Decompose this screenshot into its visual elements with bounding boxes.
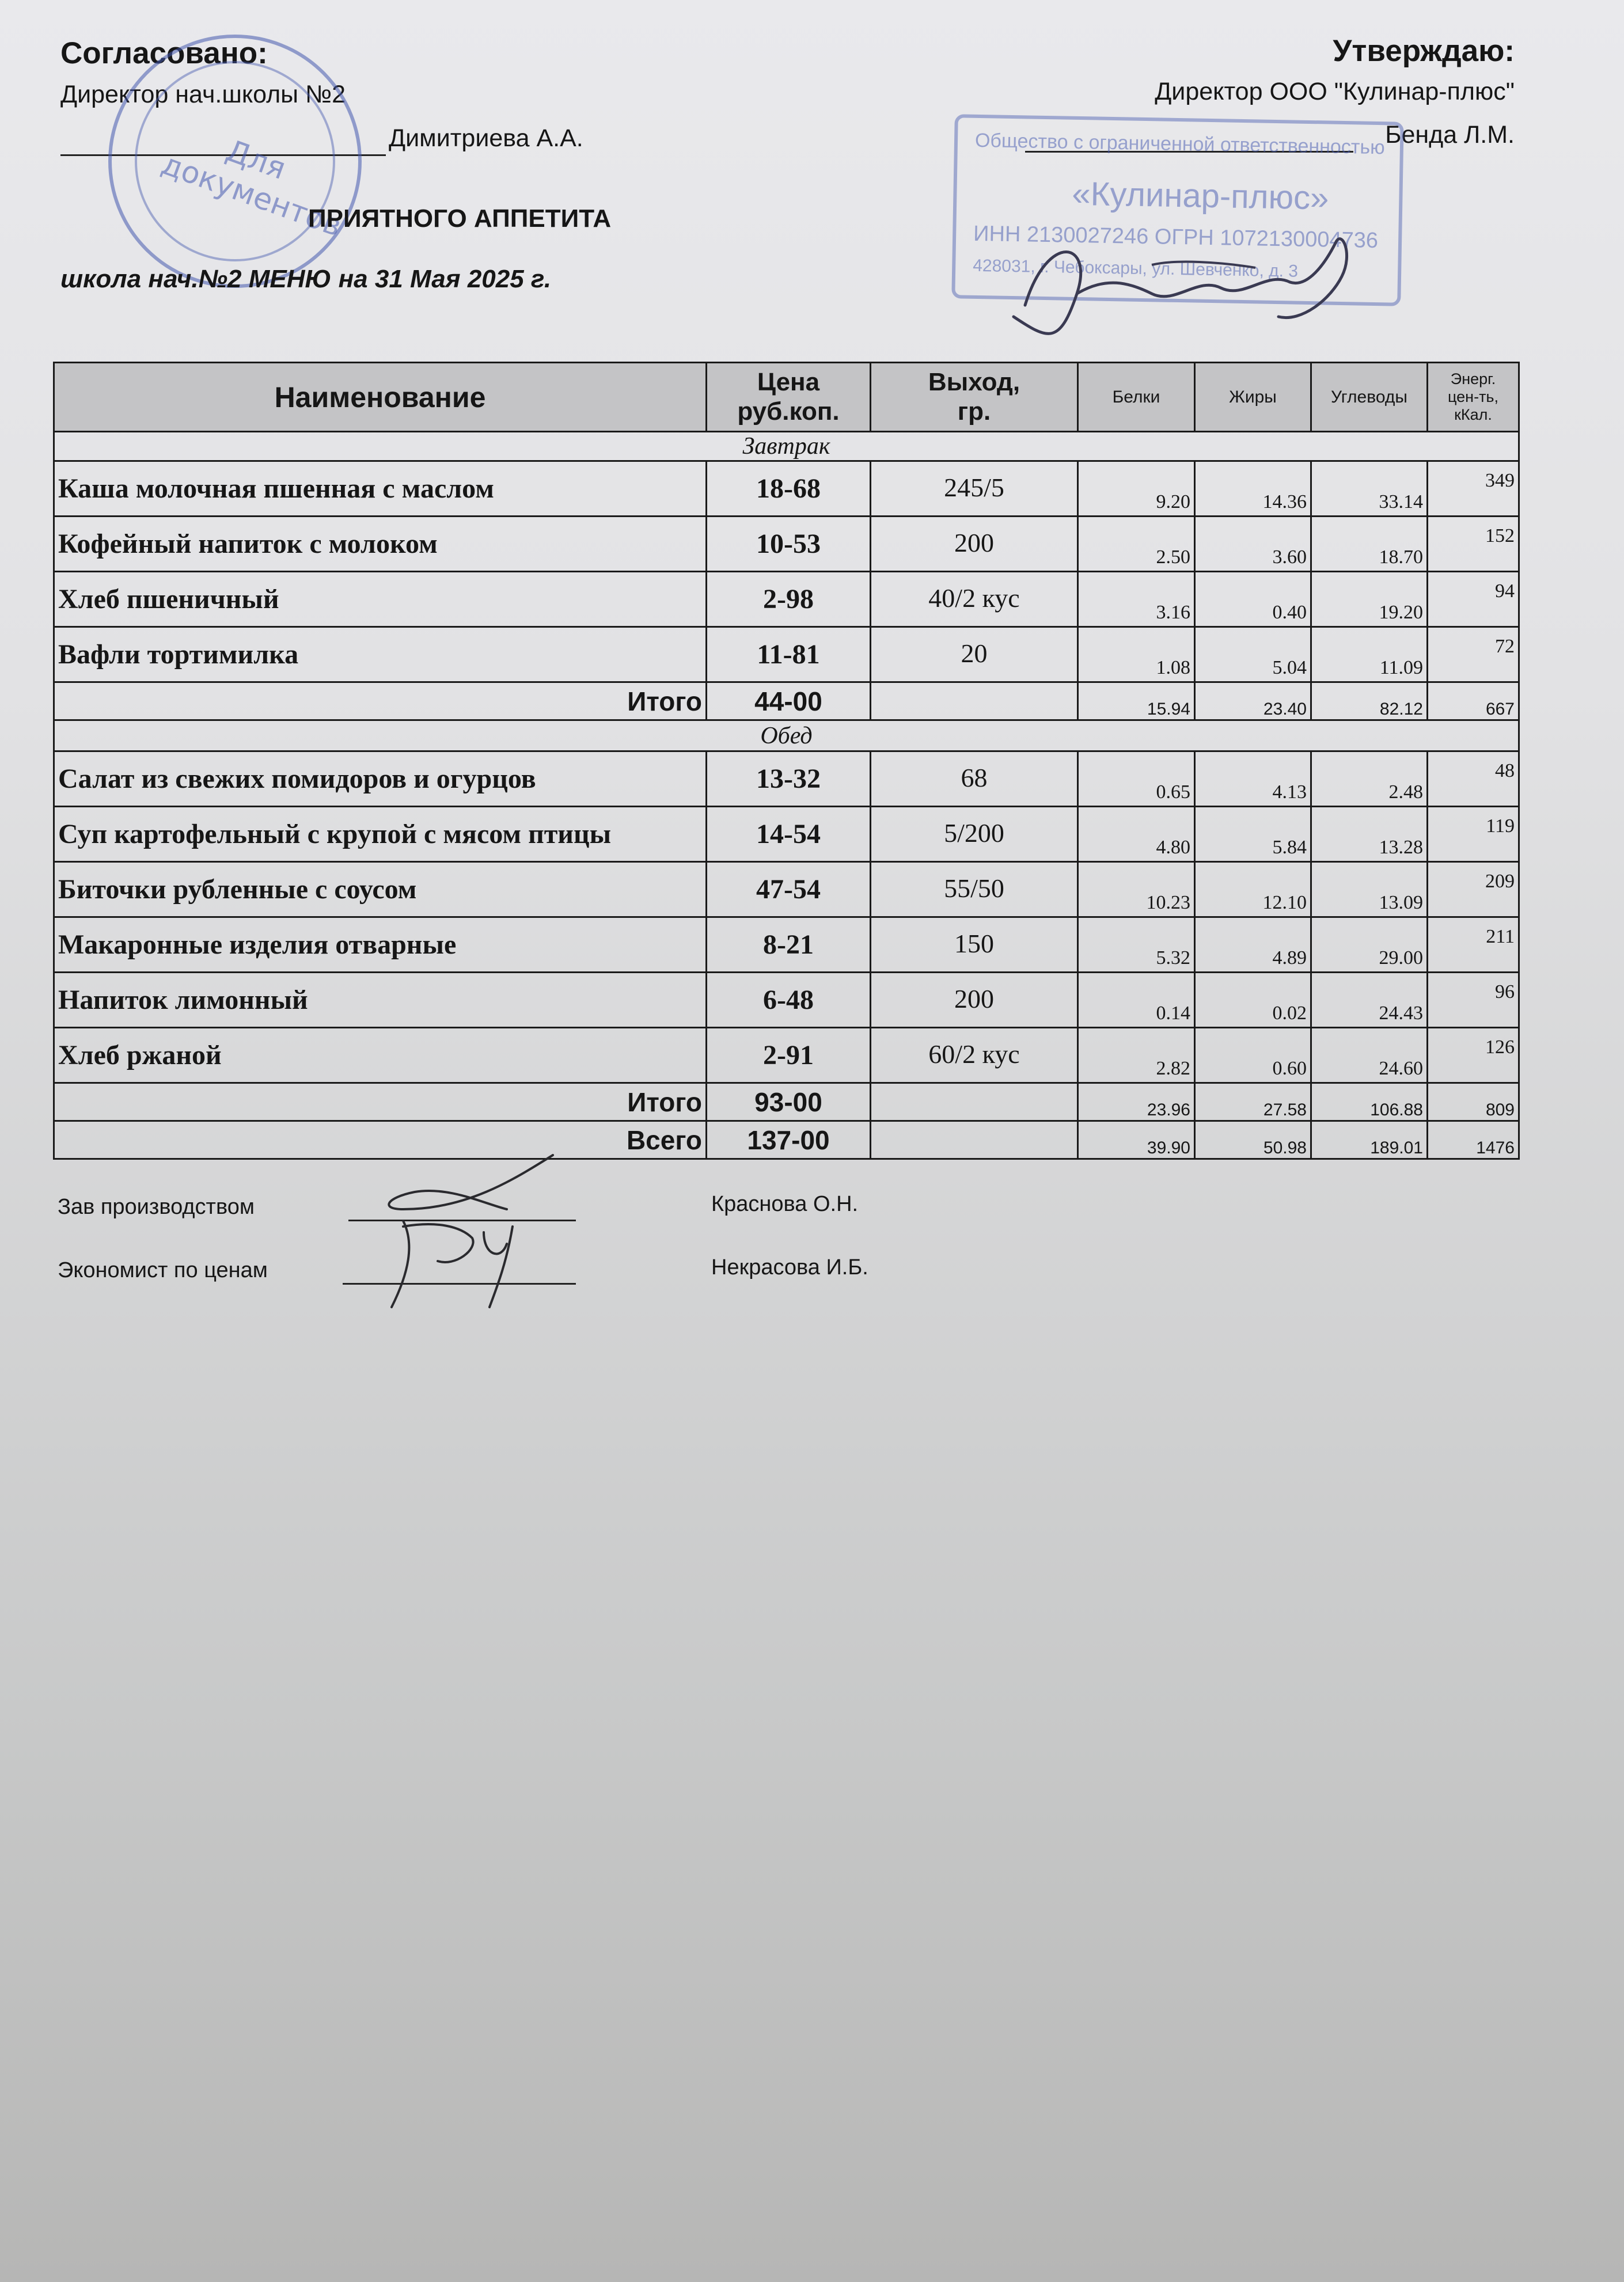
dish-fat: 0.02 (1195, 973, 1311, 1028)
section-title-breakfast: Завтрак (54, 432, 1519, 461)
footer-role-economist: Экономист по ценам (58, 1258, 268, 1282)
dish-yield: 200 (871, 973, 1078, 1028)
approval-right-person: Бенда Л.М. (1385, 121, 1515, 149)
dish-kcal: 126 (1428, 1028, 1519, 1083)
dish-yield: 68 (871, 751, 1078, 807)
dish-fat: 14.36 (1195, 461, 1311, 517)
grand-total-label: Всего (54, 1121, 707, 1159)
dish-name: Каша молочная пшенная с маслом (54, 461, 707, 517)
col-protein-header: Белки (1078, 363, 1195, 432)
dish-protein: 9.20 (1078, 461, 1195, 517)
dish-protein: 2.82 (1078, 1028, 1195, 1083)
table-row (54, 751, 1519, 807)
total-fat: 23.40 (1195, 682, 1311, 720)
greeting-heading: ПРИЯТНОГО АППЕТИТА (308, 204, 612, 233)
total-yield-empty (871, 1083, 1078, 1121)
col-yield-header (871, 363, 1078, 432)
dish-protein: 0.14 (1078, 973, 1195, 1028)
dish-kcal: 119 (1428, 807, 1519, 862)
total-carbs: 106.88 (1311, 1083, 1428, 1121)
dish-name: Суп картофельный с крупой с мясом птицы (54, 807, 707, 862)
dish-carbs: 19.20 (1311, 572, 1428, 627)
dish-protein: 10.23 (1078, 862, 1195, 917)
dish-carbs: 18.70 (1311, 517, 1428, 572)
col-price-header (707, 363, 871, 432)
dish-carbs: 29.00 (1311, 917, 1428, 973)
dish-carbs: 13.09 (1311, 862, 1428, 917)
col-energy-header-1: Энерг. (1450, 370, 1496, 388)
company-stamp-address: 428031, г. Чебоксары, ул. Шевченко, д. 3 (972, 256, 1299, 281)
approval-left-title: Согласовано: (60, 36, 268, 70)
grand-total-fat: 50.98 (1195, 1121, 1311, 1159)
table-row (54, 1028, 1519, 1083)
table-row (54, 461, 1519, 517)
dish-yield: 200 (871, 517, 1078, 572)
dish-yield: 60/2 кус (871, 1028, 1078, 1083)
dish-price: 47-54 (707, 862, 871, 917)
dish-yield: 40/2 кус (871, 572, 1078, 627)
dish-kcal: 72 (1428, 627, 1519, 682)
col-energy-header-2: цен-ть, (1447, 388, 1498, 405)
dish-kcal: 349 (1428, 461, 1519, 517)
company-stamp-ids: ИНН 2130027246 ОГРН 1072130004736 (973, 221, 1379, 253)
section-row-lunch (54, 720, 1519, 751)
grand-total-row (54, 1121, 1519, 1159)
section-title-lunch: Обед (54, 720, 1519, 751)
table-row (54, 627, 1519, 682)
dish-price: 8-21 (707, 917, 871, 973)
dish-carbs: 13.28 (1311, 807, 1428, 862)
round-stamp (108, 35, 362, 288)
dish-name: Кофейный напиток с молоком (54, 517, 707, 572)
table-row (54, 807, 1519, 862)
dish-price: 11-81 (707, 627, 871, 682)
table-header-row (54, 363, 1519, 432)
dish-kcal: 209 (1428, 862, 1519, 917)
dish-fat: 4.89 (1195, 917, 1311, 973)
total-carbs: 82.12 (1311, 682, 1428, 720)
total-protein: 23.96 (1078, 1083, 1195, 1121)
dish-name: Салат из свежих помидоров и огурцов (54, 751, 707, 807)
footer-name-economist: Некрасова И.Б. (711, 1255, 868, 1279)
dish-carbs: 33.14 (1311, 461, 1428, 517)
dish-carbs: 24.43 (1311, 973, 1428, 1028)
dish-name: Вафли тортимилка (54, 627, 707, 682)
grand-total-protein: 39.90 (1078, 1121, 1195, 1159)
col-name-header: Наименование (54, 363, 707, 432)
approval-left-position: Директор нач.школы №2 (60, 81, 346, 108)
dish-fat: 0.60 (1195, 1028, 1311, 1083)
dish-name: Хлеб ржаной (54, 1028, 707, 1083)
dish-yield: 5/200 (871, 807, 1078, 862)
table-row (54, 517, 1519, 572)
dish-kcal: 96 (1428, 973, 1519, 1028)
total-row-lunch (54, 1083, 1519, 1121)
dish-name: Хлеб пшеничный (54, 572, 707, 627)
round-stamp-text: Для документов (157, 133, 347, 244)
total-fat: 27.58 (1195, 1083, 1311, 1121)
dish-name: Напиток лимонный (54, 973, 707, 1028)
approval-right-position: Директор ООО "Кулинар-плюс" (1155, 78, 1515, 105)
dish-protein: 2.50 (1078, 517, 1195, 572)
dish-yield: 55/50 (871, 862, 1078, 917)
dish-name: Макаронные изделия отварные (54, 917, 707, 973)
col-carbs-header: Углеводы (1311, 363, 1428, 432)
total-label: Итого (54, 1083, 707, 1121)
dish-kcal: 152 (1428, 517, 1519, 572)
dish-price: 13-32 (707, 751, 871, 807)
dish-protein: 3.16 (1078, 572, 1195, 627)
dish-price: 2-91 (707, 1028, 871, 1083)
dish-kcal: 48 (1428, 751, 1519, 807)
dish-price: 2-98 (707, 572, 871, 627)
dish-yield: 245/5 (871, 461, 1078, 517)
col-price-header-2: руб.коп. (737, 397, 840, 426)
total-row-breakfast (54, 682, 1519, 720)
dish-yield: 20 (871, 627, 1078, 682)
dish-protein: 0.65 (1078, 751, 1195, 807)
table-row (54, 572, 1519, 627)
col-yield-header-1: Выход, (928, 367, 1020, 396)
grand-total-price: 137-00 (707, 1121, 871, 1159)
dish-carbs: 2.48 (1311, 751, 1428, 807)
dish-name: Биточки рубленные с соусом (54, 862, 707, 917)
section-row-breakfast (54, 432, 1519, 461)
dish-kcal: 211 (1428, 917, 1519, 973)
menu-table (53, 362, 1520, 1160)
footer-name-production: Краснова О.Н. (711, 1192, 859, 1216)
table-row (54, 973, 1519, 1028)
company-stamp-name: «Кулинар-плюс» (1071, 174, 1329, 217)
footer-role-production: Зав производством (58, 1195, 255, 1219)
total-price: 93-00 (707, 1083, 871, 1121)
dish-fat: 5.04 (1195, 627, 1311, 682)
dish-fat: 5.84 (1195, 807, 1311, 862)
footer-signature (369, 1152, 564, 1313)
col-price-header-1: Цена (757, 367, 820, 396)
dish-price: 10-53 (707, 517, 871, 572)
total-label: Итого (54, 682, 707, 720)
col-energy-header-3: кКал. (1454, 406, 1492, 424)
dish-carbs: 24.60 (1311, 1028, 1428, 1083)
dish-kcal: 94 (1428, 572, 1519, 627)
menu-subtitle: школа нач.№2 МЕНЮ на 31 Мая 2025 г. (60, 265, 552, 293)
total-kcal: 667 (1428, 682, 1519, 720)
director-signature (979, 207, 1394, 340)
grand-total-kcal: 1476 (1428, 1121, 1519, 1159)
approval-right-title: Утверждаю: (1333, 34, 1515, 68)
dish-fat: 3.60 (1195, 517, 1311, 572)
total-protein: 15.94 (1078, 682, 1195, 720)
grand-total-yield-empty (871, 1121, 1078, 1159)
dish-fat: 12.10 (1195, 862, 1311, 917)
total-yield-empty (871, 682, 1078, 720)
dish-protein: 1.08 (1078, 627, 1195, 682)
total-price: 44-00 (707, 682, 871, 720)
total-kcal: 809 (1428, 1083, 1519, 1121)
col-yield-header-2: гр. (957, 397, 991, 426)
dish-fat: 4.13 (1195, 751, 1311, 807)
dish-protein: 4.80 (1078, 807, 1195, 862)
approval-left-person: Димитриева А.А. (389, 124, 583, 152)
dish-price: 14-54 (707, 807, 871, 862)
table-row (54, 862, 1519, 917)
col-fat-header: Жиры (1195, 363, 1311, 432)
dish-yield: 150 (871, 917, 1078, 973)
dish-price: 6-48 (707, 973, 871, 1028)
grand-total-carbs: 189.01 (1311, 1121, 1428, 1159)
dish-protein: 5.32 (1078, 917, 1195, 973)
dish-carbs: 11.09 (1311, 627, 1428, 682)
table-row (54, 917, 1519, 973)
company-stamp-line1: Общество с ограниченной ответственностью (974, 129, 1385, 159)
dish-price: 18-68 (707, 461, 871, 517)
dish-fat: 0.40 (1195, 572, 1311, 627)
col-energy-header (1428, 363, 1519, 432)
